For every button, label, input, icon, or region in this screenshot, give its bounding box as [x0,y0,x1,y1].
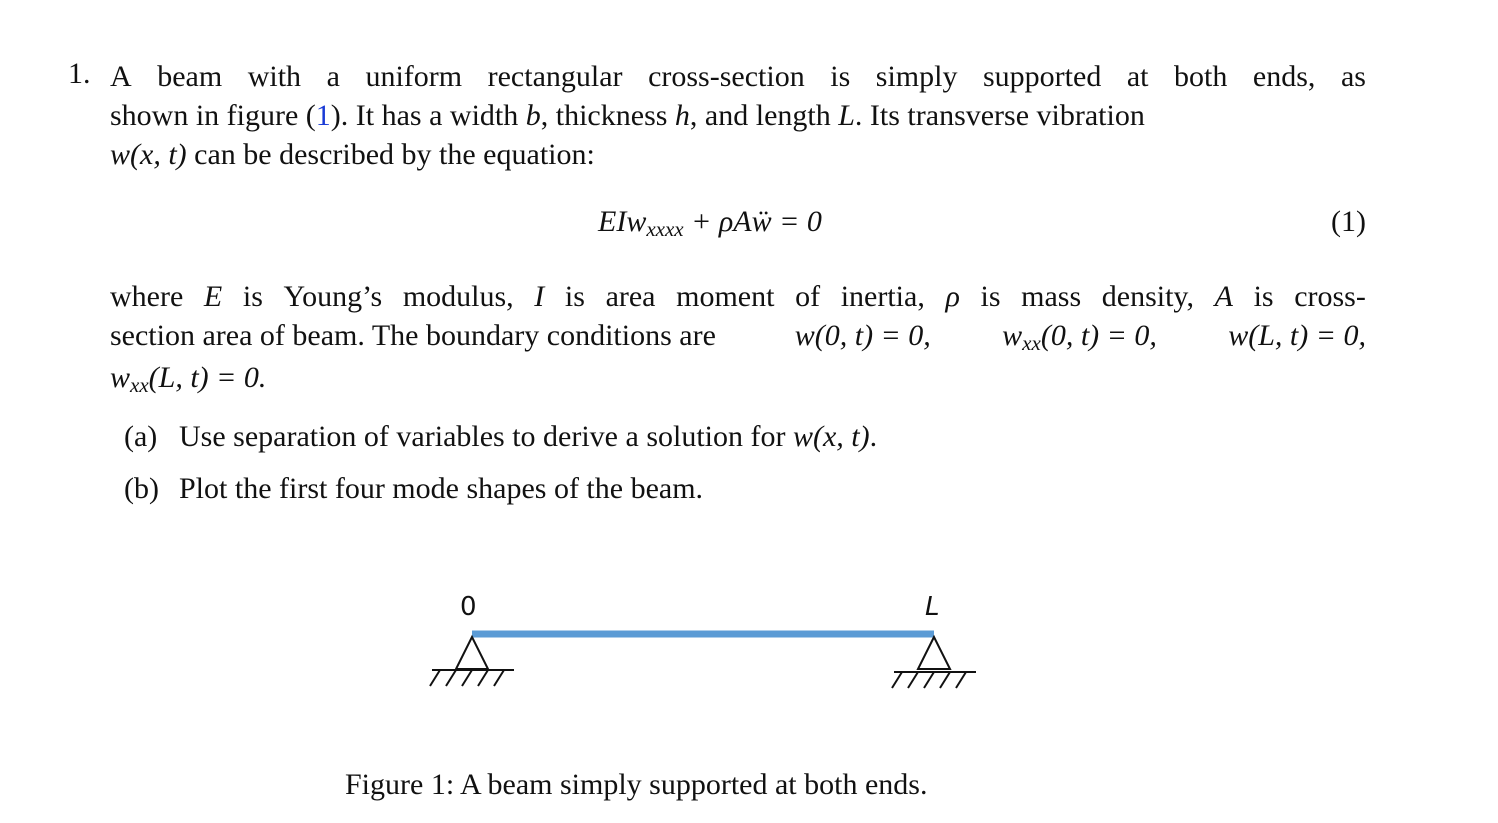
word: I [534,280,545,313]
word: inertia, [840,280,925,313]
list-item-b: (b) Plot the first four mode shapes of the beam. [124,472,704,505]
problem-line-3: w(x, t) can be described by the equation: [110,138,595,171]
beam-right-label: L [925,592,940,622]
word: is [242,280,263,313]
where-line-3: wxx(L, t) = 0. [110,361,267,397]
left-pin-support [430,637,514,686]
list-item-a: (a) Use separation of variables to derive a solution for w(x, t). [124,420,878,453]
word: moment [676,280,775,313]
equation-number: (1) [1331,205,1366,238]
word: rectangular [487,60,623,93]
word: is [1253,280,1274,313]
problem-line-2: shown in figure (1). It has a width b, thickness h, and length L. Its transverse vibration [110,99,1145,132]
word: mass [1021,280,1082,313]
word: area [605,280,656,313]
word: with [247,60,302,93]
problem-number: 1. [68,57,91,90]
word: density, [1101,280,1194,313]
where-line-2: section area of beam. The boundary conditions are w(0, t) = 0, wxx(0, t) = 0, w(L, t) = 0, [110,319,1366,355]
word: as [1340,60,1366,93]
figure-caption: Figure 1: A beam simply supported at both ends. [345,768,928,801]
beam-left-label: 0 [460,592,477,622]
word: cross-section [648,60,805,93]
word: both [1174,60,1228,93]
right-pin-support [892,637,976,688]
figure-reference-link[interactable]: 1 [315,99,331,132]
word: cross- [1294,280,1366,313]
word: is [830,60,851,93]
word: uniform [365,60,463,93]
word: A [110,60,132,93]
word: where [110,280,184,313]
word: is [980,280,1001,313]
equation: EIwxxxx + ρAẅ = 0 [598,205,822,241]
word: ρ [945,280,960,313]
word: Young’s [283,280,383,313]
word: ends, [1252,60,1316,93]
word: beam [157,60,223,93]
word: of [795,280,821,313]
word: A [1214,280,1233,313]
word: is [564,280,585,313]
word: supported [983,60,1102,93]
word: E [203,280,223,313]
word: a [326,60,340,93]
word: modulus, [402,280,514,313]
word: at [1126,60,1149,93]
word: simply [875,60,958,93]
